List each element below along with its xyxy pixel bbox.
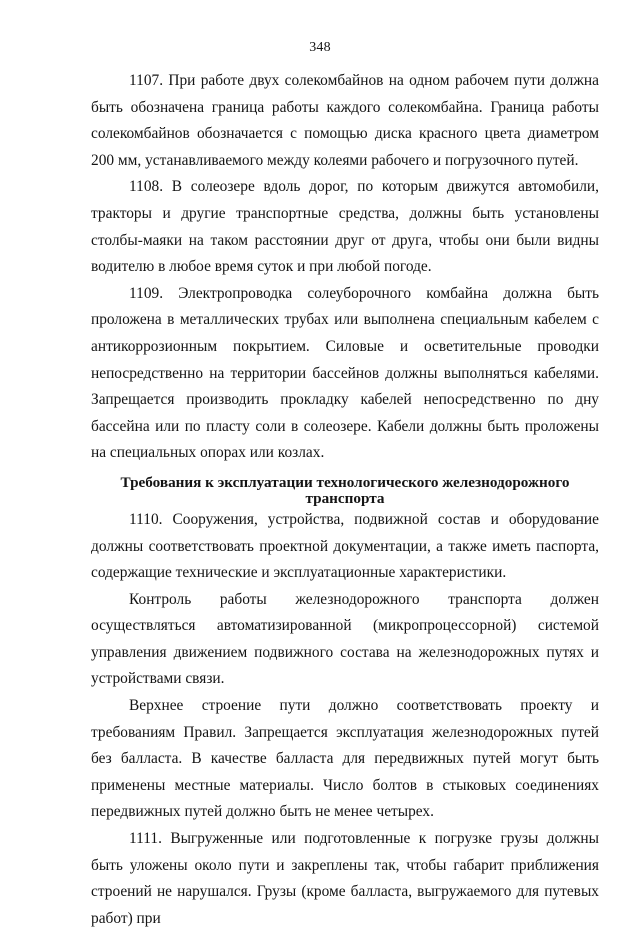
paragraph-railway-control: Контроль работы железнодорожного транспорта должен осуществляться автоматизированной (микропроцессорной) системой управления движением подвижного состава на железнодорожных путях и устройствами связи.	[91, 590, 599, 688]
paragraph-1107: 1107. При работе двух солекомбайнов на одном рабочем пути должна быть обозначена граница работы каждого солекомбайна. Граница работы солекомбайнов обозначается с помощью диска красного цвета диаметром 200 мм, устанавливаемого между колеями рабочего и погрузочного путей.	[91, 72, 599, 169]
paragraph-1110: 1110. Сооружения, устройства, подвижной состав и оборудование должны соответствовать проектной документации, а также иметь паспорта, содержащие технические и эксплуатационные характеристики.	[91, 510, 599, 582]
section-heading: Требования к эксплуатации технологического железнодорожного транспорта	[120, 473, 570, 507]
paragraph-1109: 1109. Электропроводка солеуборочного комбайна должна быть проложена в металлических трубах или выполнена специальным кабелем с антикоррозионным покрытием. Силовые и осветительные проводки непосредственно на территории бассейнов должны выполняться кабелями. Запрещается производить прокладку кабелей непосредственно по дну бассейна или по пласту соли в солеозере. Кабели должны быть проложены на специальных опорах или козлах.	[91, 284, 599, 462]
paragraph-track-superstructure: Верхнее строение пути должно соответствовать проекту и требованиям Правил. Запрещается эксплуатация железнодорожных путей без балласта. В качестве балласта для передвижных путей могут быть применены местные материалы. Число болтов в стыковых соединениях передвижных путей должно быть не менее четырех.	[91, 697, 599, 821]
paragraph-1108: 1108. В солеозере вдоль дорог, по которым движутся автомобили, тракторы и другие транспортные средства, должны быть установлены столбы-маяки на таком расстоянии друг от друга, чтобы они были видны водителю в любое время суток и при любой погоде.	[91, 178, 599, 276]
body-text	[91, 68, 599, 932]
page-number: 348	[309, 40, 331, 55]
paragraph-1111: 1111. Выгруженные или подготовленные к погрузке грузы должны быть уложены около пути и закреплены так, чтобы габарит приближения строений не нарушался. Грузы (кроме балласта, выгружаемого для путевых работ) при	[91, 830, 599, 927]
